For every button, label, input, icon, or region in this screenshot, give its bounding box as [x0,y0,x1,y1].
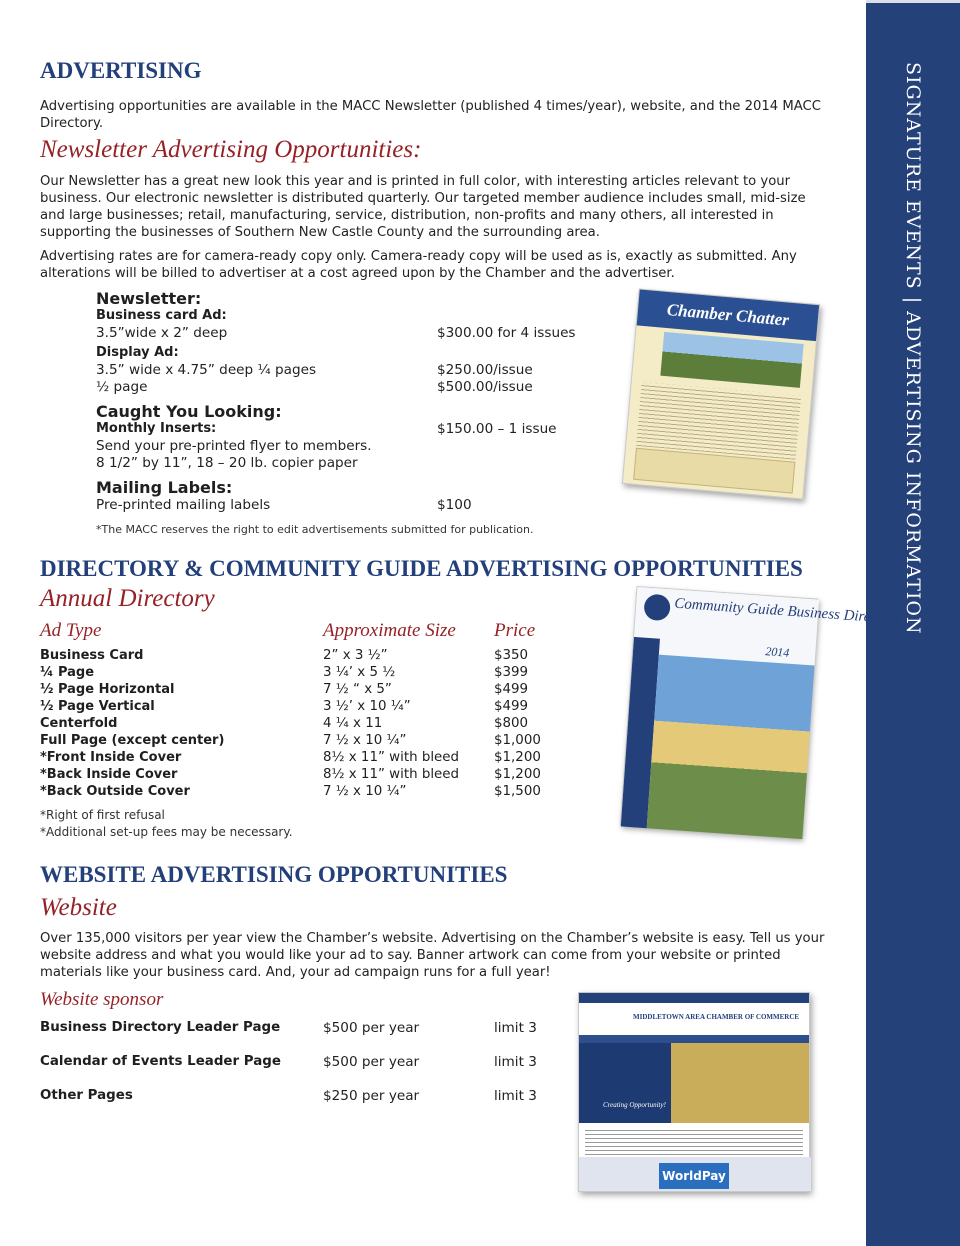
directory-note-2: *Additional set-up fees may be necessary. [40,825,293,839]
directory-cover-year: 2014 [764,644,790,660]
advertising-intro: Advertising opportunities are available in the MACC Newsletter (published 4 times/year), website, and the 2014 MACC Directory. [40,99,821,131]
business-card-price: $300.00 for 4 issues [437,325,576,341]
website-screenshot-header: MIDDLETOWN AREA CHAMBER OF COMMERCE [579,1003,809,1035]
table-row: ½ Page Vertical [40,699,155,714]
display-ad-price-2: $500.00/issue [437,379,533,395]
directory-prices [494,647,541,800]
mailing-labels-price: $100 [437,497,472,513]
newsletter-subheading: Newsletter: [96,289,202,308]
newsletter-footnote: *The MACC reserves the right to edit advertisements submitted for publication. [96,523,534,536]
price-column-header: Price [494,620,536,641]
sponsor-row-1-limit: limit 3 [494,1020,537,1036]
sponsor-row-2-limit: limit 3 [494,1054,537,1070]
directory-sizes [323,647,459,800]
monthly-inserts-line-2: 8 1/2” by 11”, 18 – 20 lb. copier paper [96,455,358,471]
website-screenshot-hero [579,1043,809,1123]
newsletter-heading: Newsletter Advertising Opportunities: [40,136,422,163]
table-cell: 8½ x 11” with bleed [323,750,460,765]
website-screenshot-text [585,1127,803,1157]
table-row: *Back Outside Cover [40,784,190,799]
mailing-labels-desc: Pre-printed mailing labels [96,497,271,513]
table-row: Business Card [40,648,144,663]
website-subheading: Website [40,894,117,921]
sponsor-row-2-price: $500 per year [323,1054,420,1070]
display-ad-size-2: ½ page [96,379,148,395]
display-ad-size-1: 3.5” wide x 4.75” deep ¼ pages [96,362,317,378]
table-row: Centerfold [40,716,118,731]
website-sponsor-heading: Website sponsor [40,989,164,1010]
table-cell: 4 ¼ x 11 [323,716,383,731]
table-cell: $1,200 [494,767,541,782]
advertising-heading: ADVERTISING [40,58,202,83]
table-row: *Back Inside Cover [40,767,178,782]
directory-cover-image [620,586,902,838]
monthly-inserts-heading: Monthly Inserts: [96,421,217,436]
chamber-logo-icon [643,594,671,622]
table-cell: 3 ¼’ x 5 ½ [323,665,396,680]
display-ad-heading: Display Ad: [96,345,179,360]
monthly-inserts-price: $150.00 – 1 issue [437,421,557,437]
website-screenshot-nav [579,1035,809,1043]
table-cell: $499 [494,699,529,714]
website-screenshot-tagline: Creating Opportunity! [603,1101,666,1109]
website-para: Over 135,000 visitors per year view the Chamber’s website. Advertising on the Chamber’s website is easy. Tell us your website address and what you would like your ad to say. Banner artwork can come from your website or printed materials like your business card. And, your ad campaign runs for a full year! [40,931,825,980]
directory-cover-header [633,587,902,666]
directory-cover-photo [647,655,815,839]
sponsor-row-3-price: $250 per year [323,1088,420,1104]
business-card-size: 3.5”wide x 2” deep [96,325,228,341]
table-cell: 8½ x 11” with bleed [323,767,460,782]
website-heading: WEBSITE ADVERTISING OPPORTUNITIES [40,862,508,887]
table-cell: 7 ½ “ x 5” [323,682,392,697]
newsletter-para-2: Advertising rates are for camera-ready copy only. Camera-ready copy will be used as is, exactly as submitted. Any alterations will be billed to advertiser at a cost agreed upon by the Chamber and the advertiser. [40,249,797,281]
table-row: Full Page (except center) [40,733,225,748]
sponsor-row-1-page: Business Directory Leader Page [40,1020,281,1035]
table-cell: 7 ½ x 10 ¼” [323,784,407,799]
monthly-inserts-line-1: Send your pre-printed flyer to members. [96,438,372,454]
website-screenshot-topbar [579,993,809,1003]
website-screenshot-image [578,992,810,1192]
directory-cover-title: Community Guide Business Directory [673,595,902,628]
table-row: ½ Page Horizontal [40,682,175,697]
worldpay-badge: WorldPay [659,1163,729,1189]
ad-type-column-header: Ad Type [40,620,102,641]
table-cell: 3 ½’ x 10 ¼” [323,699,411,714]
business-card-heading: Business card Ad: [96,308,227,323]
sponsor-row-2-page: Calendar of Events Leader Page [40,1054,281,1069]
table-row: *Front Inside Cover [40,750,182,765]
directory-types [40,647,224,800]
sponsor-row-3-page: Other Pages [40,1088,133,1103]
newsletter-para-1: Our Newsletter has a great new look this year and is printed in full color, with interesting articles relevant to your business. Our electronic newsletter is distributed quarterly. Our targeted member audience includes small, mid-size and large businesses; retail, manufacturing, service, distribution, non-profits and many others, all interested in supporting the businesses of Southern New Castle County and the surrounding area. [40,174,806,240]
newsletter-cover-title: Chamber Chatter [637,290,819,342]
newsletter-cover-photo [660,332,803,388]
newsletter-cover-text [636,382,801,460]
display-ad-price-1: $250.00/issue [437,362,533,378]
table-cell: 2” x 3 ½” [323,648,388,663]
table-row: ¼ Page [40,665,95,680]
directory-subheading: Annual Directory [40,585,215,612]
mailing-labels-heading: Mailing Labels: [96,478,233,497]
directory-note-1: *Right of first refusal [40,808,165,822]
table-cell: $350 [494,648,529,663]
sponsor-row-1-price: $500 per year [323,1020,420,1036]
table-cell: $1,000 [494,733,541,748]
directory-heading: DIRECTORY & COMMUNITY GUIDE ADVERTISING OPPORTUNITIES [40,556,803,581]
newsletter-cover-image [622,288,820,499]
table-cell: $1,500 [494,784,541,799]
sponsor-row-3-limit: limit 3 [494,1088,537,1104]
table-cell: $399 [494,665,529,680]
caught-you-looking-heading: Caught You Looking: [96,402,282,421]
table-cell: $499 [494,682,529,697]
size-column-header: Approximate Size [323,620,456,641]
sidebar-title: SIGNATURE EVENTS | ADVERTISING INFORMATION [902,62,924,635]
table-cell: 7 ½ x 10 ¼” [323,733,407,748]
website-screenshot-footer [579,1157,811,1191]
table-cell: $1,200 [494,750,541,765]
table-cell: $800 [494,716,529,731]
